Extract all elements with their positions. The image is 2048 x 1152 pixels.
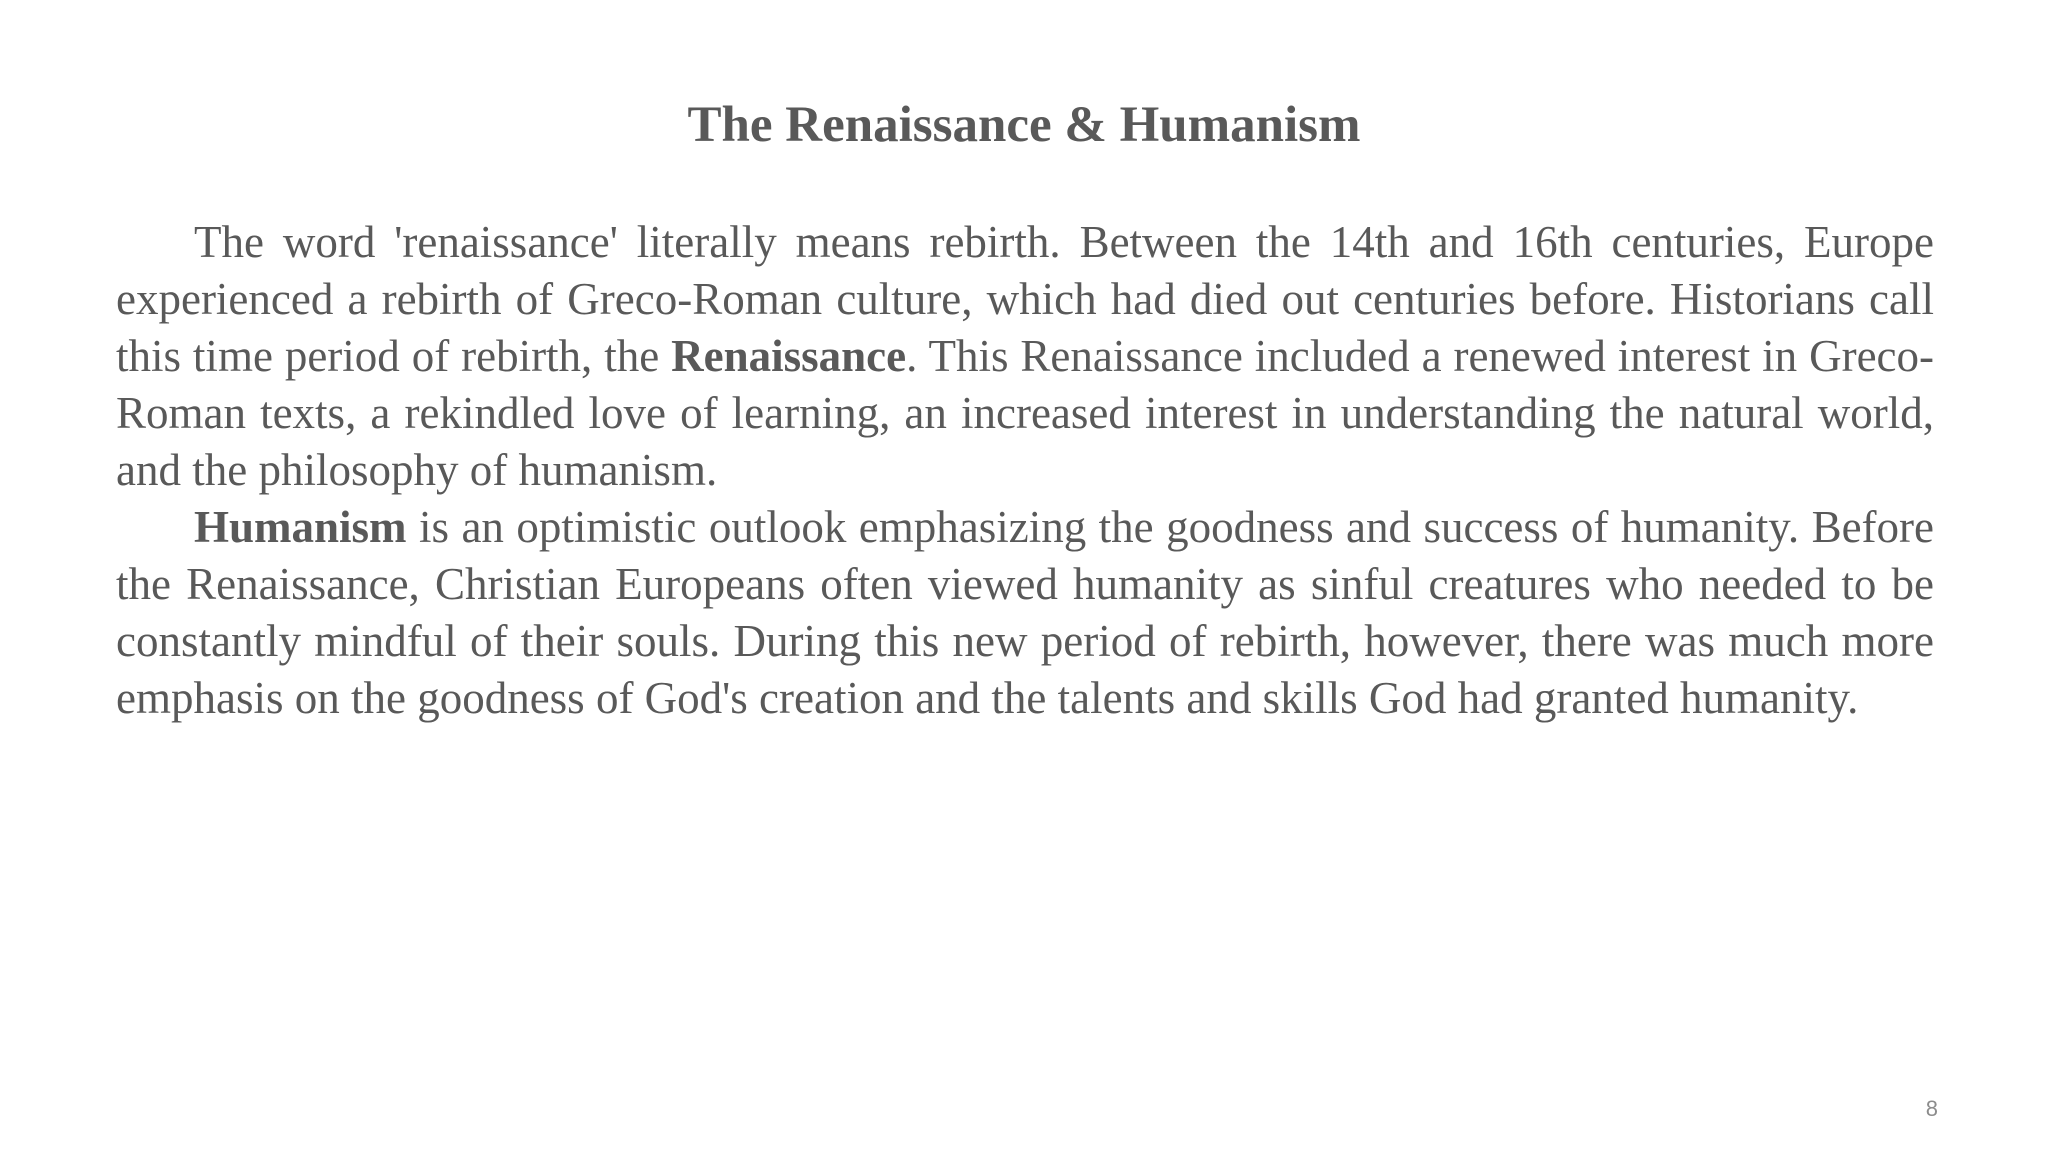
slide-body — [116, 214, 1934, 727]
paragraph-humanism — [116, 499, 1934, 727]
slide-title: The Renaissance & Humanism — [687, 97, 1361, 153]
paragraph-renaissance-rest: . This Renaissance included a renewed interest in Greco-Roman texts, a rekindled love of learning, an increased interest in understanding the natural world, and the philosophy of humanism. — [116, 331, 1934, 495]
paragraph-renaissance-intro: The word 'renaissance' literally means rebirth. Between the 14th and 16th centuries, Europe experienced a rebirth of Greco-Roman culture, which had died out centuries before. Historians call this time period of rebirth, the — [116, 217, 1934, 381]
paragraph-humanism-rest: is an optimistic outlook emphasizing the goodness and success of humanity. Before the Renaissance, Christian Europeans often viewed humanity as sinful creatures who needed to be constantly mindful of their souls. During this new period of rebirth, however, there was much more emphasis on the goodness of God's creation and the talents and skills God had granted humanity. — [116, 502, 1934, 723]
term-humanism: Humanism — [194, 502, 407, 552]
page-number: 8 — [1925, 1096, 1938, 1121]
paragraph-renaissance — [116, 214, 1934, 499]
term-renaissance: Renaissance — [671, 331, 907, 381]
